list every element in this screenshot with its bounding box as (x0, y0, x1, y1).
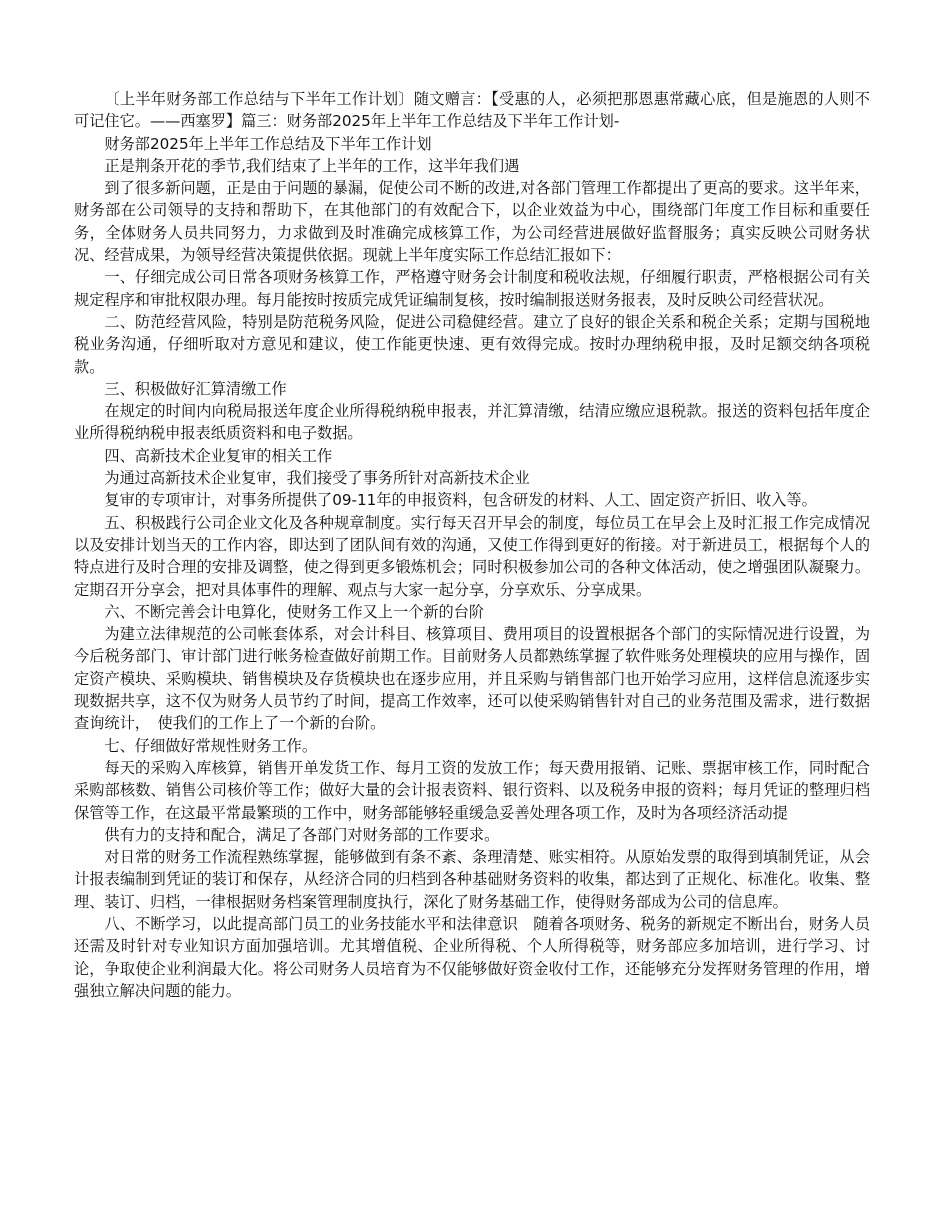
section-heading: 七、仔细做好常规性财务工作。 (104, 736, 318, 755)
body-paragraph: 到了很多新问题，正是由于问题的暴漏，促使公司不断的改进,对各部门管理工作都提出了更高的要求。这半年来，财务部在公司领导的支持和帮助下，在其他部门的有效配合下，以企业效益为中心，围绕部门年度工作目标和重要任务，全体财务人员共同努力，力求做到及时准确完成核算工作，为公司经营进展做好监督服务；真实反映公司财务状况、经营成果，为领导经营决策提供依据。现就上半年度实际工作总结汇报如下： (74, 179, 870, 265)
body-paragraph: 为建立法律规范的公司帐套体系，对会计科目、核算项目、费用项目的设置根据各个部门的实际情况进行设置，为今后税务部门、审计部门进行帐务检查做好前期工作。目前财务人员都熟练掌握了软件账务处理模块的应用与操作，固定资产模块、采购模块、销售模块及存货模块也在逐步应用，并且采购与销售部门也开始学习应用，这样信息流逐步实现数据共享，这不仅为财务人员节约了时间，提高工作效率，还可以使采购销售针对自己的业务范围及需求，进行数据查询统计， 使我们的工作上了一个新的台阶。 (74, 625, 870, 733)
section-paragraph: 二、防范经营风险，特别是防范税务风险，促进公司稳健经营。建立了良好的银企关系和税企关系；定期与国税地税业务沟通，仔细听取对方意见和建议，使工作能更快速、更有效得完成。按时办理纳税申报，及时足额交纳各项税款。 (74, 312, 870, 376)
body-paragraph: 正是荆条开花的季节,我们结束了上半年的工作，这半年我们遇 (104, 156, 520, 175)
body-paragraph: 供有力的支持和配合，满足了各部门对财务部的工作要求。 (104, 825, 500, 844)
section-heading: 三、积极做好汇算清缴工作 (104, 379, 287, 398)
body-paragraph: 每天的采购入库核算，销售开单发货工作、每月工资的发放工作；每天费用报销、记账、票据审核工作，同时配合采购部核数、销售公司核价等工作；做好大量的会计报表资料、银行资料、以及税务申报的资料；每月凭证的整理归档保管等工作，在这最平常最繁琐的工作中，财务部能够轻重缓急妥善处理各项工作，及时为各项经济活动提 (74, 758, 870, 822)
body-paragraph: 为通过高新技术企业复审，我们接受了事务所针对高新技术企业 (104, 469, 530, 488)
section-heading: 六、不断完善会计电算化，使财务工作又上一个新的台阶 (104, 602, 485, 621)
document-title: 财务部2025年上半年工作总结及下半年工作计划 (104, 134, 432, 153)
document-body (74, 88, 870, 1002)
section-paragraph: 一、仔细完成公司日常各项财务核算工作，严格遵守财务会计制度和税收法规，仔细履行职责，严格根据公司有关规定程序和审批权限办理。每月能按时按质完成凭证编制复核，按时编制报送财务报表，及时反映公司经营状况。 (74, 268, 870, 309)
body-paragraph: 复审的专项审计，对事务所提供了09-11年的申报资料，包含研发的材料、人工、固定资产折旧、收入等。 (104, 491, 817, 510)
body-paragraph: 对日常的财务工作流程熟练掌握，能够做到有条不紊、条理清楚、账实相符。从原始发票的取得到填制凭证，从会计报表编制到凭证的装订和保存，从经济合同的归档到各种基础财务资料的收集，都达到了正规化、标准化。收集、整理、装订、归档，一律根据财务档案管理制度执行，深化了财务基础工作，使得财务部成为公司的信息库。 (74, 848, 870, 911)
section-heading: 四、高新技术企业复审的相关工作 (104, 446, 333, 465)
body-paragraph: 在规定的时间内向税局报送年度企业所得税纳税申报表，并汇算清缴，结清应缴应退税款。报送的资料包括年度企业所得税纳税申报表纸质资料和电子数据。 (74, 402, 870, 443)
section-paragraph: 五、积极践行公司企业文化及各种规章制度。实行每天召开早会的制度，每位员工在早会上及时汇报工作完成情况以及安排计划当天的工作内容，即达到了团队间有效的沟通，又使工作得到更好的衔接。对于新进员工，根据每个人的特点进行及时合理的安排及调整，使之得到更多锻炼机会；同时积极参加公司的各种文体活动，使之增强团队凝聚力。定期召开分享会，把对具体事件的理解、观点与大家一起分享，分享欢乐、分享成果。 (74, 513, 870, 599)
intro-paragraph: 〔上半年财务部工作总结与下半年工作计划〕随文赠言：【受惠的人，必须把那恩惠常藏心底，但是施恩的人则不可记住它。——西塞罗】篇三：财务部2025年上半年工作总结及下半年工作计划- (74, 90, 870, 131)
section-paragraph: 八、不断学习，以此提高部门员工的业务技能水平和法律意识 随着各项财务、税务的新规定不断出台，财务人员还需及时针对专业知识方面加强培训。尤其增值税、企业所得税、个人所得税等，财务部应多加培训，进行学习、讨论，争取使企业利润最大化。将公司财务人员培育为不仅能够做好资金收付工作，还能够充分发挥财务管理的作用，增强独立解决问题的能力。 (74, 914, 870, 1000)
